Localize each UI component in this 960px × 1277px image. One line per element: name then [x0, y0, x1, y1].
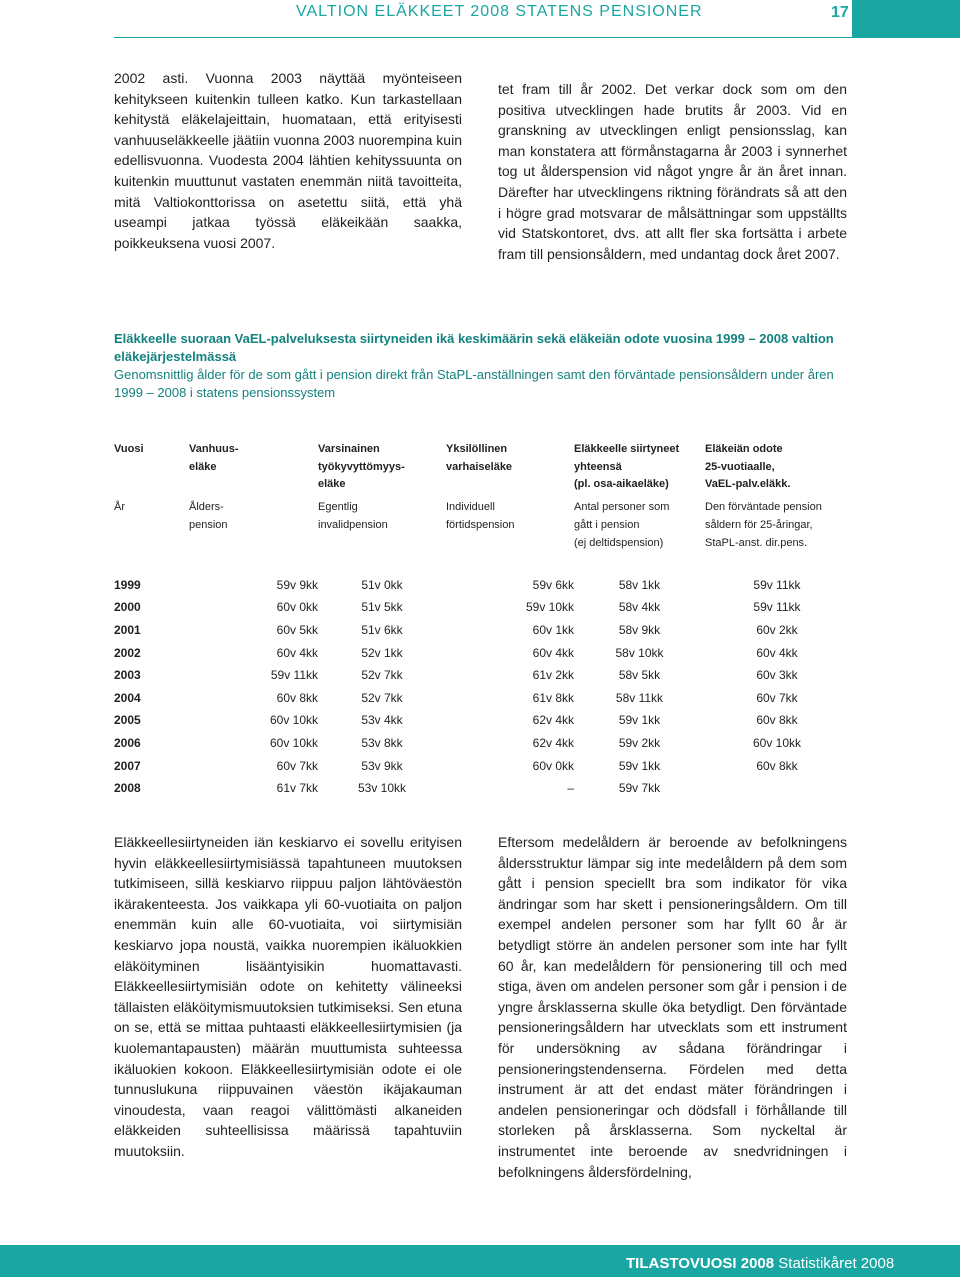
header-line: (ej deltidspension) — [574, 536, 664, 549]
year-cell: 2002 — [114, 645, 141, 660]
column-header-fi-5 — [705, 441, 849, 494]
header-line: förtidspension — [446, 518, 515, 531]
value-cell: 58v 5kk — [618, 668, 661, 683]
header-line: 25-vuotiaalle, — [705, 460, 775, 473]
value-cell: 58v 9kk — [618, 622, 661, 637]
value-cell: 52v 7kk — [361, 668, 403, 683]
header-line: Ålders- — [189, 500, 224, 513]
header-line: yhteensä — [574, 460, 622, 473]
body-finnish-paragraph: Eläkkeellesiirtyneiden iän keskiarvo ei sovellu erityisen hyvin eläkkeellesiirtymisiässä tapahtuneen muutoksen tutkimiseen, sillä keskiarvo riippuu paljon lähtöväestön ikärakenteesta. Jos vaikkapa yli 60-vuotiaita on paljon enemmän kuin alle 60-vuotiaita, voi siirtymisiän keskiarvo jopa noustä, vaikka nuorempien ikäluokkien eläköityminen lisääntyisikin huomattavasti. Eläkkeellesiirtymisiän odote on kehitetty välineeksi tällaisten eläköitymismuutoksien tutkimiseksi. Sen etuna on se, että se mittaa puhtaasti eläkkeellesiirtymisien (ja kuolemantapausten) määrän muuttumista suhteessa ikäluokien kokoon. Eläkkeellesiirtymisiän odote ei ole tunnuslukuna riippuvainen väestön ikäjakauman vinoudesta, vaan reagoi välittömästi alkaneiden eläkkeiden suhteellisissa määrissä tapahtuviin muutoksiin. — [114, 834, 462, 1159]
value-cell: 60v 2kk — [756, 622, 798, 637]
intro-finnish-column — [114, 68, 462, 253]
value-cell: 52v 7kk — [361, 690, 403, 705]
header-line: gått i pension — [574, 518, 640, 531]
value-cell: 60v 10kk — [752, 735, 802, 750]
caption-finnish: Eläkkeelle suoraan VaEL-palveluksesta siirtyneiden ikä keskimäärin sekä eläkeiän odote vuosina 1999 – 2008 valtion eläkejärjestelmässä — [114, 331, 834, 364]
value-cell: 60v 7kk — [756, 690, 798, 705]
value-cell: 53v 10kk — [357, 781, 407, 796]
header-row-finnish — [114, 441, 849, 494]
value-cell: 58v 11kk — [615, 690, 664, 705]
table-caption — [114, 330, 834, 402]
header-line: Eläkkeelle siirtyneet — [574, 443, 680, 455]
value-cell: 59v 7kk — [618, 781, 661, 796]
column-header-fi-1 — [189, 441, 318, 494]
value-cell: 60v 1kk — [532, 622, 574, 637]
year-cell: 2007 — [114, 758, 141, 773]
value-cell: 53v 8kk — [361, 735, 403, 750]
value-cell: 51v 0kk — [361, 577, 403, 592]
year-cell: 2008 — [114, 781, 141, 796]
value-cell: 60v 0kk — [276, 600, 318, 615]
value-cell: 58v 10kk — [615, 645, 664, 660]
footer-label — [626, 1255, 894, 1272]
column-header-fi-2 — [318, 441, 446, 494]
header-line: varhaiseläke — [446, 460, 513, 473]
value-cell: – — [567, 781, 574, 796]
header-line: Vuosi — [114, 443, 144, 455]
body-swedish-column — [498, 832, 847, 1182]
page-header — [0, 0, 960, 42]
table-row — [114, 619, 849, 642]
table-row — [114, 732, 849, 755]
header-accent-block — [852, 0, 960, 38]
year-cell: 1999 — [114, 577, 141, 592]
value-cell: 59v 6kk — [532, 577, 574, 592]
header-line: eläke — [189, 460, 217, 473]
value-cell: 60v 4kk — [276, 645, 318, 660]
header-line: työkyvyttömyys- — [318, 460, 405, 473]
header-line: (pl. osa-aikaeläke) — [574, 478, 669, 490]
body-swedish-paragraph: Eftersom medelåldern är beroende av befolkningens åldersstruktur lämpar sig inte medelåldern på dem som gått i pension speciellt bra som indikator för vika ändringar som har skett i pensioneringsåldern. Om till exempel andelen personer som har fyllt 60 år är betydligt större än andelen personer som inte har fyllt 60 år, kan medelåldern för pensionering till och med stiga, även om andelen personer som går i pension i de yngre årsklasserna skulle öka betydligt. Den förväntade pensioneringsåldern har utvecklats som ett instrument för undersökning av sådana förändringar i pensioneringstendenserna. Fördelen med detta instrument är att det endast mäter förändringen i andelen pensioneringar och dödsfall i förhållande till storleken på årsklasserna. Som nyckeltal är instrumentet inte beroende av snedvridningen i befolkningens åldersfördelning, — [498, 834, 847, 1180]
value-cell: 59v 2kk — [618, 735, 661, 750]
header-line: Eläkeiän odote — [705, 443, 783, 455]
value-cell: 62v 4kk — [532, 713, 574, 728]
value-cell — [705, 777, 849, 800]
column-header-sv-1 — [189, 494, 318, 552]
value-cell: 51v 5kk — [361, 600, 403, 615]
value-cell: 59v 11kk — [753, 577, 801, 592]
intro-swedish-paragraph: tet fram till år 2002. Det verkar dock som om den positiva utvecklingen hade brutits år 2003. Vid en granskning av utvecklingen enligt pensionsslag, kan man konstatera att förmånstagarna år 2003 i synnerhet tog ut ålderspension vid något yngre år än året innan. Därefter har utvecklingens riktning förändrats så att den i högre grad motsvarar de målsättningar som uppställts vid Statskontoret, dvs. att allt fler ska fortsätta i arbete fram till pensionsåldern, med undantag dock året 2007. — [498, 81, 847, 262]
year-cell: 2006 — [114, 735, 141, 750]
value-cell: 60v 10kk — [269, 735, 318, 750]
value-cell: 59v 9kk — [276, 577, 318, 592]
column-header-fi-3 — [446, 441, 574, 494]
header-line: Individuell — [446, 500, 495, 513]
caption-swedish: Genomsnittlig ålder för de som gått i pension direkt från StaPL-anställningen samt den förväntade pensionsåldern under åren 1999 – 2008 i statens pensionssystem — [114, 367, 834, 400]
intro-finnish-paragraph: 2002 asti. Vuonna 2003 näyttää myönteiseen kehitykseen kuitenkin tulleen katko. Kun tarkastellaan kehitystä eläkelajeittain, huomataan, että erityisesti vanhuuseläkkeelle jäätiin vuonna 2003 nuorempina kuin edellisvuonna. Vuodesta 2004 lähtien kehityssuunta on kuitenkin muuttunut vastaten enemmän niitä tavoitteita, mitä Valtiokonttorissa on asetettu siitä, että yhä useampi jatkaa työssä eläkeikään saakka, poikkeuksena vuosi 2007. — [114, 70, 462, 251]
table-row — [114, 686, 849, 709]
body-finnish-column — [114, 832, 462, 1162]
value-cell: 58v 4kk — [618, 600, 661, 615]
table-row — [114, 754, 849, 777]
table-row — [114, 709, 849, 732]
value-cell: 58v 1kk — [618, 577, 661, 592]
table-body — [114, 574, 849, 800]
value-cell: 60v 3kk — [756, 668, 798, 683]
header-rule — [114, 37, 852, 38]
value-cell: 53v 4kk — [361, 713, 403, 728]
value-cell: 51v 6kk — [361, 622, 403, 637]
value-cell: 59v 1kk — [618, 758, 661, 773]
value-cell: 59v 11kk — [270, 668, 318, 683]
table-row — [114, 777, 849, 800]
header-line: Den förväntade pension — [705, 500, 822, 513]
value-cell: 60v 8kk — [756, 758, 798, 773]
value-cell: 61v 7kk — [276, 781, 318, 796]
value-cell: 60v 4kk — [756, 645, 798, 660]
footer-label-regular: Statistikåret 2008 — [778, 1255, 895, 1272]
year-cell: 2000 — [114, 600, 141, 615]
year-cell: 2004 — [114, 690, 141, 705]
header-line: invalidpension — [318, 518, 388, 531]
table-row — [114, 641, 849, 664]
column-header-sv-2 — [318, 494, 446, 552]
value-cell: 60v 8kk — [756, 713, 798, 728]
header-line: VaEL-palv.eläkk. — [705, 478, 791, 490]
column-header-sv-5 — [705, 494, 849, 552]
header-row-swedish — [114, 494, 849, 552]
header-line: Vanhuus- — [189, 443, 239, 455]
year-cell: 2003 — [114, 668, 141, 683]
value-cell: 61v 8kk — [532, 690, 574, 705]
value-cell: 52v 1kk — [361, 645, 403, 660]
header-line: StaPL-anst. dir.pens. — [705, 536, 808, 549]
page-number: 17 — [831, 4, 849, 21]
header-line: pension — [189, 518, 228, 531]
pension-age-table — [114, 441, 849, 799]
year-cell: 2005 — [114, 713, 141, 728]
value-cell: 62v 4kk — [532, 735, 574, 750]
header-line: Egentlig — [318, 500, 358, 513]
running-header-title: VALTION ELÄKKEET 2008 STATENS PENSIONER — [296, 3, 703, 20]
column-header-sv-3 — [446, 494, 574, 552]
table-row — [114, 664, 849, 687]
table-row — [114, 596, 849, 619]
column-header-fi-0 — [114, 441, 189, 494]
year-cell: 2001 — [114, 622, 141, 637]
footer-label-bold: TILASTOVUOSI 2008 — [626, 1255, 775, 1272]
value-cell: 60v 4kk — [532, 645, 574, 660]
intro-swedish-column — [498, 79, 847, 264]
value-cell: 60v 7kk — [276, 758, 318, 773]
header-line: såldern för 25-åringar, — [705, 518, 813, 531]
table-row — [114, 574, 849, 597]
header-line: Antal personer som — [574, 500, 670, 513]
value-cell: 59v 11kk — [753, 600, 801, 615]
header-line: År — [114, 500, 125, 513]
column-header-sv-0 — [114, 494, 189, 552]
value-cell: 59v 10kk — [525, 600, 574, 615]
value-cell: 60v 10kk — [269, 713, 318, 728]
value-cell: 60v 8kk — [276, 690, 318, 705]
value-cell: 60v 0kk — [532, 758, 574, 773]
value-cell: 61v 2kk — [532, 668, 574, 683]
column-header-fi-4 — [574, 441, 705, 494]
value-cell: 60v 5kk — [276, 622, 318, 637]
header-line: eläke — [318, 478, 346, 490]
header-line: Yksilöllinen — [446, 443, 508, 455]
header-line: Varsinainen — [318, 443, 380, 455]
column-header-sv-4 — [574, 494, 705, 552]
value-cell: 59v 1kk — [618, 713, 661, 728]
value-cell: 53v 9kk — [361, 758, 403, 773]
